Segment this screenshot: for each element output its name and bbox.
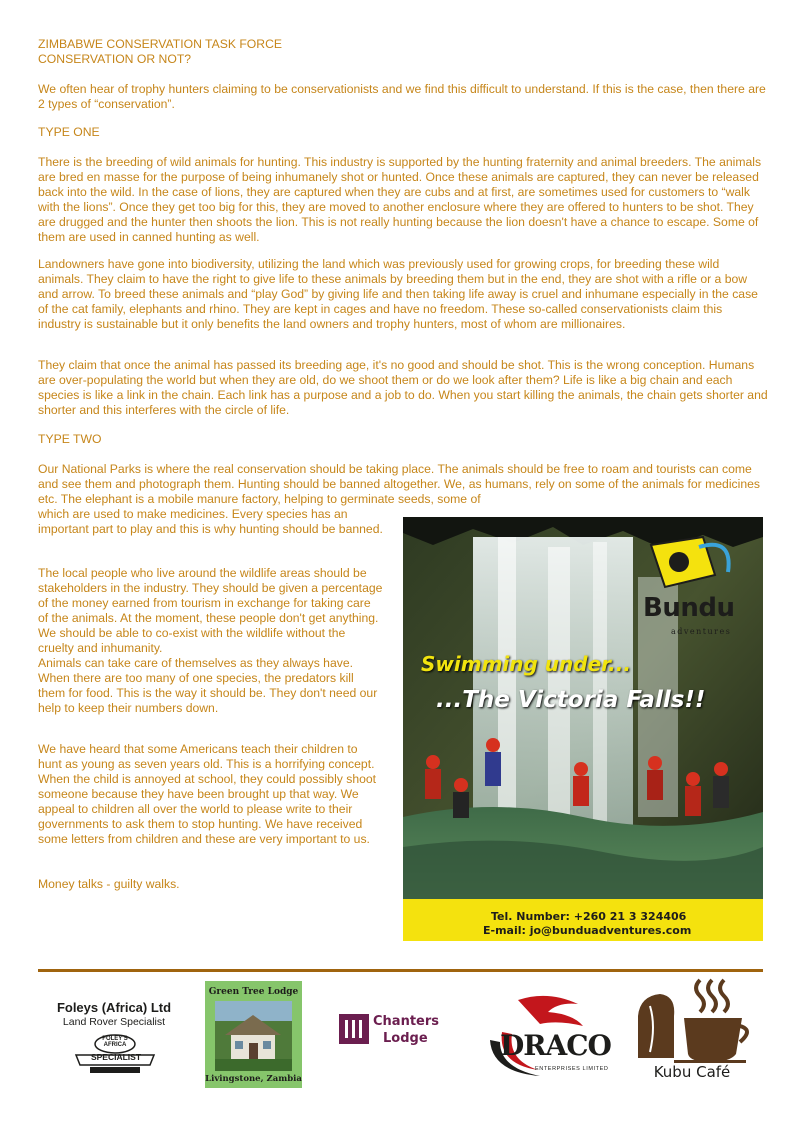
gtl-location: Livingstone, Zambia (205, 1074, 302, 1084)
closing-line: Money talks - guilty walks. (38, 877, 180, 891)
type-one-paragraph-2: Landowners have gone into biodiversity, utilizing the land which was previously used for growing crops, for breeding these wild animals. They claim to have the right to give life to these animals by breeding them but in the end, they are shot with a rifle or a bow and arrow. To breed these animals and “play God” by giving life and then taking life away is cruel and inhumane especially in the case of the cat family, elephants and rhino. They are kept in cages and have no freedom. These so-called conservationists claim this industry is sustainable but it only benefits the land owners and trophy hunters, most of whom are millionaires. (38, 257, 758, 331)
type-two-paragraph-1-narrow: which are used to make medicines. Every species has an important part to play and this is why hunting should be banned. (38, 507, 383, 536)
title-line-2: CONSERVATION OR NOT? (38, 52, 192, 66)
intro-paragraph: We often hear of trophy hunters claiming to be conservationists and we find this difficult to understand. If this is the case, then there are 2 types of “conservation”. (38, 82, 766, 111)
foleys-tagline: Land Rover Specialist (62, 1016, 166, 1028)
advert-phone: Tel. Number: +260 21 3 324406 (491, 910, 687, 923)
chanters-logo-icon (339, 1014, 369, 1044)
advert-headline-2: ...The Victoria Falls!! (436, 687, 706, 713)
lodge-photo (215, 1001, 292, 1071)
waterfall-photo (403, 517, 763, 941)
bundu-brand: Bundu (643, 593, 735, 623)
gtl-title: Green Tree Lodge (208, 987, 299, 997)
type-one-heading: TYPE ONE (38, 125, 100, 139)
advert-headline-1: Swimming under... (421, 652, 631, 676)
advert-email: E-mail: jo@bunduadventures.com (483, 924, 692, 937)
title-line-1: ZIMBABWE CONSERVATION TASK FORCE (38, 37, 283, 51)
type-one-paragraph-3: They claim that once the animal has passed its breeding age, it's no good and should be shot. This is the wrong conception. Humans are over-populating the world but when they are old, do we shoot them or do we look after them? Life is like a big chain and each species is like a link in the chain. Each link has a purpose and a job to do. When you start killing the animals, the chain gets shorter and shorter and this interferes with the circle of life. (38, 358, 768, 417)
foleys-badge-mid: SPECIALIST (90, 1052, 142, 1062)
type-two-paragraph-1-wide: Our National Parks is where the real conservation should be taking place. The animals should be free to roam and tourists can come and see them and photograph them. Hunting should be banned altogether. We, as humans, rely on some of the animals for medicines etc. The elephant is a mobile manure factory, helping to germinate seeds, some of (38, 462, 760, 506)
article-title (38, 37, 538, 67)
bundu-brand-sub: adventures (671, 627, 732, 636)
type-two-paragraph-2: The local people who live around the wildlife areas should be stakeholders in the industry. They should be given a percentage of the money earned from tourism in exchange for taking care of the animals. At the moment, these people don't get anything. We should be able to co-exist with the wildlife without the cruelty and inhumanity. (38, 566, 383, 655)
draco-name: DRACO (500, 1029, 611, 1062)
type-one-paragraph-1: There is the breeding of wild animals for hunting. This industry is supported by the hunting fraternity and animal breeders. The animals are bred en masse for the purpose of being inhumanely shot or hunted. Once these animals are captured, they can never be released back into the wild. In the case of lions, they are captured when they are cubs and at first, are sometimes used for customers to “walk with the lions”. Once they get too big for this, they are moved to another enclosure where they are offered to hunters to be shot. They are drugged and the hunter then shoots the lion. This is not really hunting because the lion doesn't have a chance to escape. Some of them are used in canned hunting as well. (38, 155, 762, 244)
chanters-sub: Lodge (383, 1031, 428, 1046)
draco-sub: ENTERPRISES LIMITED (535, 1066, 609, 1072)
bundu-advert (403, 517, 763, 941)
foleys-name: Foleys (Africa) Ltd (56, 1000, 172, 1015)
kubu-name: Kubu Café (653, 1063, 731, 1081)
type-two-heading: TYPE TWO (38, 432, 102, 446)
footer-divider (38, 969, 763, 972)
chanters-name: Chanters (373, 1014, 440, 1029)
foleys-badge-top: FOLEY'S AFRICA (102, 1036, 128, 1048)
type-two-paragraph-4: We have heard that some Americans teach their children to hunt as young as seven years old. This is a horrifying concept. When the child is annoyed at school, they could possibly shoot someone because they have been brought up that way. We appeal to children all over the world to please write to their governments to ask them to stop hunting. We have received some letters from children and these are very important to us. (38, 742, 377, 846)
type-two-paragraph-3: Animals can take care of themselves as they always have. When there are too many of one species, the predators kill them for food. This is the way it should be. They don't need our help to keep their numbers down. (38, 656, 378, 715)
